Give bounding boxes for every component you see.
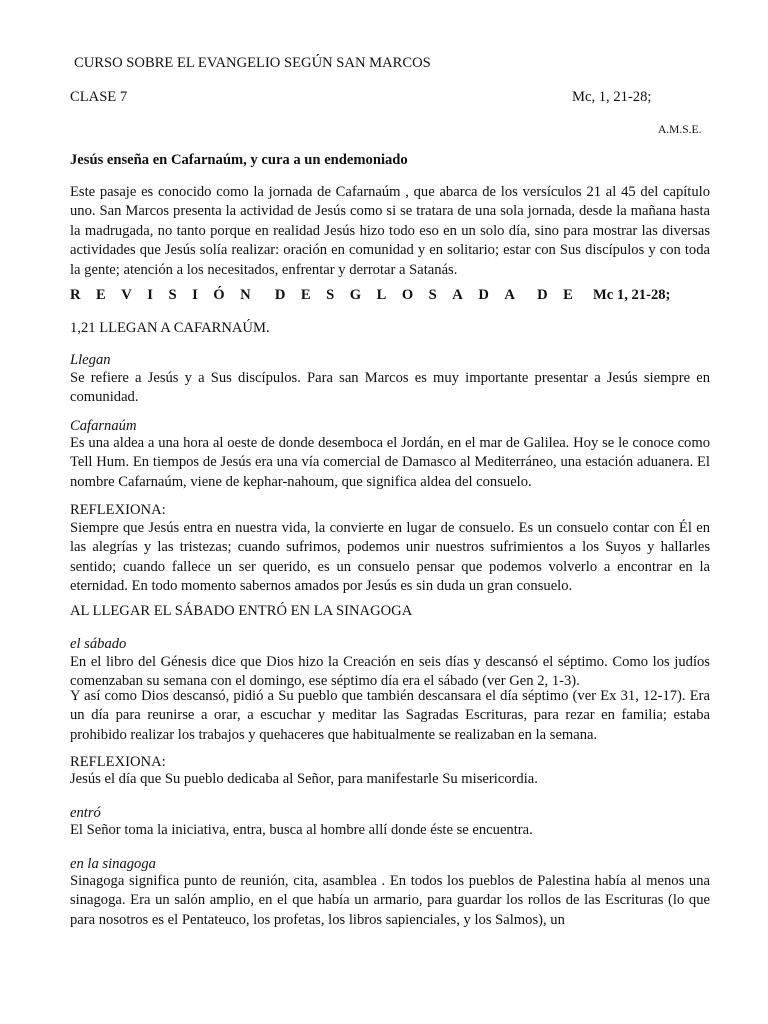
revision-word-2: DESGLOSADA [274, 287, 531, 303]
term-llegan: Llegan [70, 352, 111, 368]
reflexiona-2-label: REFLEXIONA: [70, 754, 166, 770]
revision-heading [70, 286, 670, 305]
reflexiona-2-text: Jesús el día que Su pueblo dedicaba al Señor, para manifestarle Su misericordia. [70, 771, 538, 787]
term-entro: entró [70, 805, 101, 821]
section-heading: Jesús enseña en Cafarnaúm, y cura a un endemoniado [70, 152, 408, 168]
intro-paragraph: Este pasaje es conocido como la jornada de Cafarnaúm , que abarca de los versículos 21 al 45 del capítulo uno. San Marcos presenta la actividad de Jesús como si se tratara de una sola jornada, desde la mañana hasta la madrugada, no tanto porque en realidad Jesús hizo todo eso en un solo día, sino para mostrar las diversas actividades que Jesús solía realizar: oración en comunidad y en solitario; estar con Sus discípulos y con toda la gente; atención a los necesitados, enfrentar y derrotar a Satanás. [70, 184, 710, 278]
section-2-title: AL LLEGAR EL SÁBADO ENTRÓ EN LA SINAGOGA [70, 603, 413, 619]
term-sinagoga: en la sinagoga [70, 856, 156, 872]
course-title: CURSO SOBRE EL EVANGELIO SEGÚN SAN MARCOS [74, 55, 431, 71]
term-cafarnaum: Cafarnaúm [70, 418, 137, 434]
revision-word-1: REVISIÓN [70, 287, 267, 303]
class-label: CLASE 7 [70, 89, 128, 105]
sinagoga-text: Sinagoga significa punto de reunión, cita, asamblea . En todos los pueblos de Palestina había al menos una sinagoga. Era un salón amplio, en el que había un armario, para guardar los rollos de las Escrituras (lo que para nosotros es el Pentateuco, los profetas, los libros sapienciales, y los Salmos), un [70, 873, 710, 928]
sabado-text-1: En el libro del Génesis dice que Dios hizo la Creación en seis días y descansó el séptimo. Como los judíos comenzaban su semana con el domingo, ese séptimo día era el sábado (ver Gen 2, 1-3). [70, 654, 710, 690]
reflexiona-1-label: REFLEXIONA: [70, 502, 166, 518]
cafarnaum-text: Es una aldea a una hora al oeste de donde desemboca el Jordán, en el mar de Galilea. Hoy se le conoce como Tell Hum. En tiempos de Jesús era una vía comercial de Damasco al Mediterráneo, una estación aduanera. El nombre Cafarnaúm, viene de kephar-nahoum, que significa aldea del consuelo. [70, 435, 710, 490]
section-1-title: 1,21 LLEGAN A CAFARNAÚM. [70, 320, 270, 336]
author-initials: A.M.S.E. [658, 124, 702, 136]
reflexiona-1-text: Siempre que Jesús entra en nuestra vida, la convierte en lugar de consuelo. Es un consuelo contar con Él en las alegrías y las tristezas; cuando sufrimos, podemos unir nuestros sufrimientos a los Suyos y hallarles sentido; cuando fallece un ser querido, es un consuelo pensar que podemos volverlo a encontrar en la eternidad. En todo momento sabernos amados por Jesús es sin duda un gran consuelo. [70, 520, 710, 595]
term-sabado: el sábado [70, 636, 127, 652]
llegan-text: Se refiere a Jesús y a Sus discípulos. Para san Marcos es muy importante presentar a Jesús siempre en comunidad. [70, 370, 710, 406]
revision-reference: Mc 1, 21-28; [593, 287, 671, 303]
revision-word-3: DE [537, 287, 589, 303]
entro-text: El Señor toma la iniciativa, entra, busca al hombre allí donde éste se encuentra. [70, 822, 533, 838]
sabado-text-2: Y así como Dios descansó, pidió a Su pueblo que también descansara el día séptimo (ver Ex 31, 12-17). Era un día para reunirse a orar, a escuchar y meditar las Sagradas Escrituras, para rezar en familia; estaba prohibido realizar los trabajos y quehaceres que habitualmente se realizaban en la semana. [70, 688, 710, 743]
passage-reference: Mc, 1, 21-28; [572, 89, 652, 105]
